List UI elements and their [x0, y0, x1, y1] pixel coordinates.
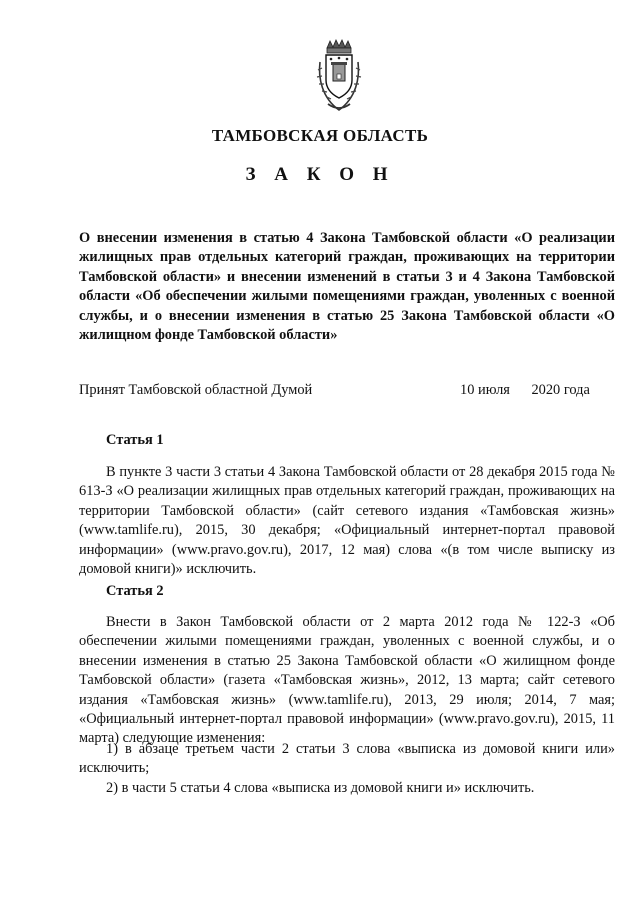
document-type-heading: З А К О Н	[245, 164, 395, 185]
article-2-item-1: 1) в абзаце третьем части 2 статьи 3 слова «выписка из домовой книги или» исключить;	[79, 741, 615, 777]
law-subject-title: О внесении изменения в статью 4 Закона Тамбовской области «О реализации жилищных прав отдельных категорий граждан, проживающих на территории Тамбовской области» и внесении изменений в статьи 3 и 4 Закона Тамбовской области «Об обеспечении жилыми помещениями граждан, уволенных с военной службы, и о внесении изменения в статью 25 Закона Тамбовской области «О жилищном фонде Тамбовской области»	[79, 230, 615, 344]
tambov-coat-of-arms-icon	[314, 38, 364, 114]
article-2-item-2: 2) в части 5 статьи 4 слова «выписка из домовой книги и» исключить.	[106, 780, 535, 796]
article-2-text: Внести в Закон Тамбовской области от 2 марта 2012 года № 122-З «Об обеспечении жилыми помещениями граждан, уволенных с военной службы, и о внесении изменения в статью 25 Закона Тамбовской области «О жилищном фонде Тамбовской области» (газета «Тамбовская жизнь», 2012, 13 марта; сайт сетевого издания «Тамбовская жизнь» (www.tamlife.ru), 2013, 29 июля; 2014, 7 мая; «Официальный интернет-портал правовой информации» (www.pravo.gov.ru), 2015, 11 марта) следующие изменения:	[79, 614, 615, 747]
article-2-title: Статья 2	[106, 583, 164, 599]
adoption-line	[79, 382, 615, 402]
adoption-date: 10 июля 2020 года	[460, 382, 590, 398]
article-1-title: Статья 1	[106, 432, 164, 448]
article-1-text: В пункте 3 части 3 статьи 4 Закона Тамбовской области от 28 декабря 2015 года № 613-З «О реализации жилищных прав отдельных категорий граждан, проживающих на территории Тамбовской области» (сайт сетевого издания «Тамбовская жизнь» (www.tamlife.ru), 2015, 30 декабря; «Официальный интернет-портал правовой информации» (www.pravo.gov.ru), 2017, 12 мая) слова «(в том числе выписку из домовой книги)» исключить.	[79, 464, 615, 578]
region-heading: ТАМБОВСКАЯ ОБЛАСТЬ	[211, 126, 429, 145]
adopted-by: Принят Тамбовской областной Думой	[79, 382, 313, 398]
